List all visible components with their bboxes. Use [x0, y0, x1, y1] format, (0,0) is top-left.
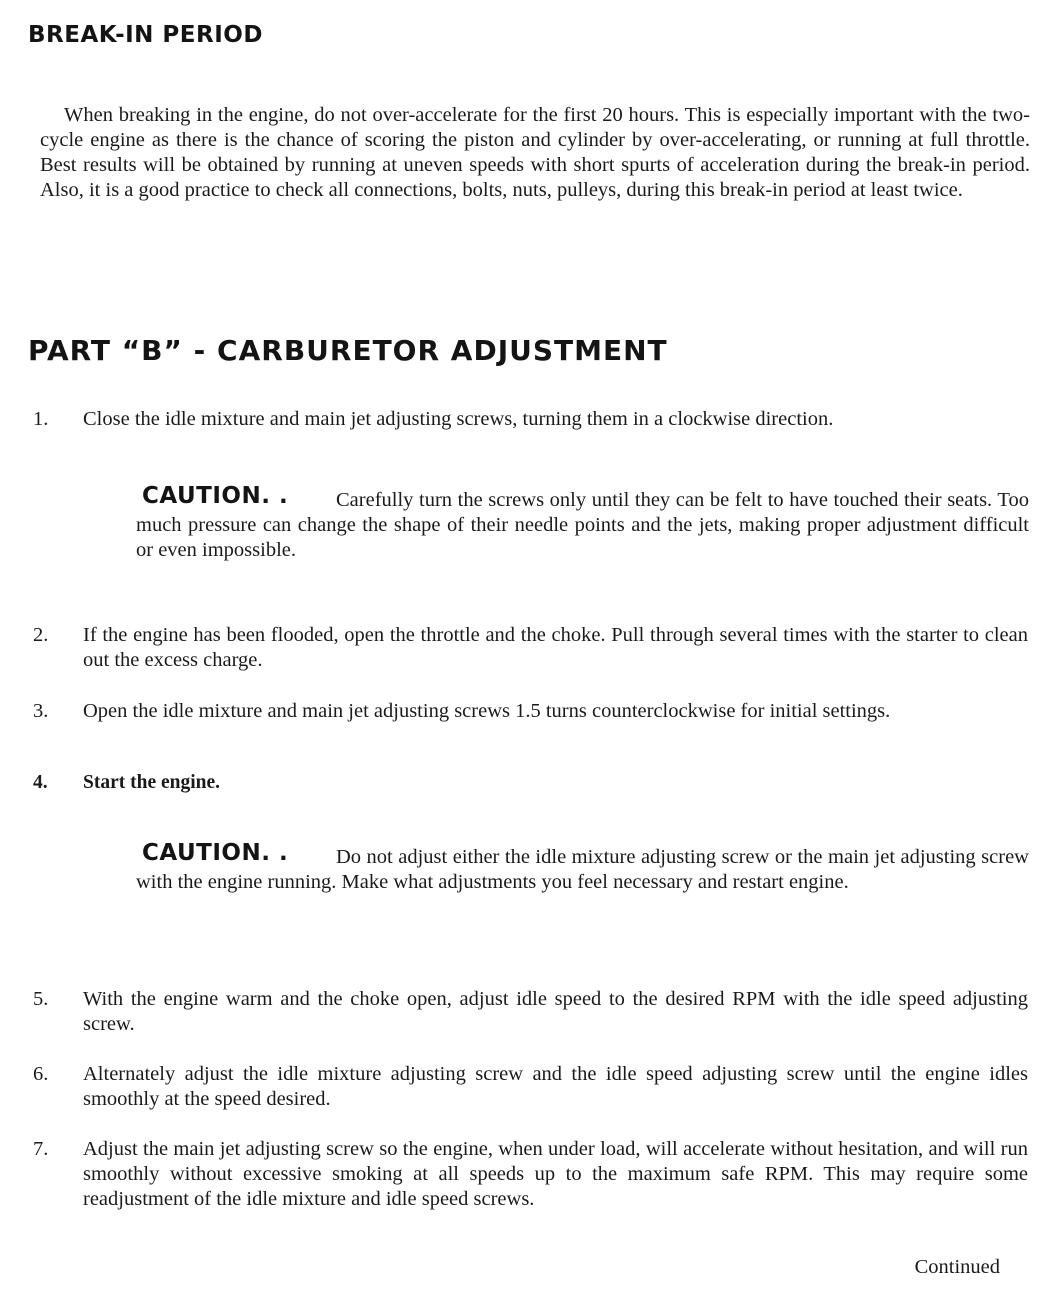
continued-label: Continued: [914, 1256, 1000, 1278]
step-4: [33, 770, 1028, 795]
step-1: [33, 407, 1028, 432]
step-5: [33, 987, 1028, 1037]
step-number: 7.: [33, 1138, 49, 1160]
step-7: [33, 1137, 1028, 1212]
step-text: If the engine has been flooded, open the throttle and the choke. Pull through several times with the starter to clean out the excess charge.: [83, 624, 1028, 671]
caution-text: Do not adjust either the idle mixture adjusting screw or the main jet adjusting screw with the engine running. Make what adjustments you feel necessary and restart engine.: [136, 846, 1029, 893]
step-number: 4.: [33, 772, 48, 793]
caution-label: CAUTION. .: [142, 483, 289, 509]
step-3: [33, 699, 1028, 724]
step-text: Open the idle mixture and main jet adjusting screws 1.5 turns counterclockwise for initial settings.: [83, 700, 891, 722]
step-2: [33, 623, 1028, 673]
break-in-heading: BREAK-IN PERIOD: [28, 22, 263, 48]
caution-1: [136, 483, 1029, 563]
step-text: Start the engine.: [83, 772, 221, 793]
step-text: Close the idle mixture and main jet adjusting screws, turning them in a clockwise direction.: [83, 408, 834, 430]
step-number: 3.: [33, 700, 49, 722]
caution-label: CAUTION. .: [142, 840, 289, 866]
step-number: 2.: [33, 624, 49, 646]
step-6: [33, 1062, 1028, 1112]
step-number: 6.: [33, 1063, 49, 1085]
break-in-paragraph: When breaking in the engine, do not over-accelerate for the first 20 hours. This is especially important with the two-cycle engine as there is the chance of scoring the piston and cylinder by over-accelerating, or running at full throttle. Best results will be obtained by running at uneven speeds with short spurts of acceleration during the break-in period. Also, it is a good practice to check all connections, bolts, nuts, pulleys, during this break-in period at least twice.: [40, 104, 1030, 201]
carburetor-heading: PART “B” - CARBURETOR ADJUSTMENT: [28, 334, 668, 367]
step-text: Adjust the main jet adjusting screw so the engine, when under load, will accelerate without hesitation, and will run smoothly without excessive smoking at all speeds up to the maximum safe RPM. This may require some readjustment of the idle mixture and idle speed screws.: [83, 1138, 1028, 1210]
step-text: With the engine warm and the choke open, adjust idle speed to the desired RPM with the idle speed adjusting screw.: [83, 988, 1028, 1035]
caution-text: Carefully turn the screws only until they can be felt to have touched their seats. Too much pressure can change the shape of their needle points and the jets, making proper adjustment difficult or even impossible.: [136, 489, 1029, 561]
step-number: 1.: [33, 408, 49, 430]
step-number: 5.: [33, 988, 49, 1010]
step-text: Alternately adjust the idle mixture adjusting screw and the idle speed adjusting screw until the engine idles smoothly at the speed desired.: [83, 1063, 1028, 1110]
caution-2: [136, 840, 1029, 895]
